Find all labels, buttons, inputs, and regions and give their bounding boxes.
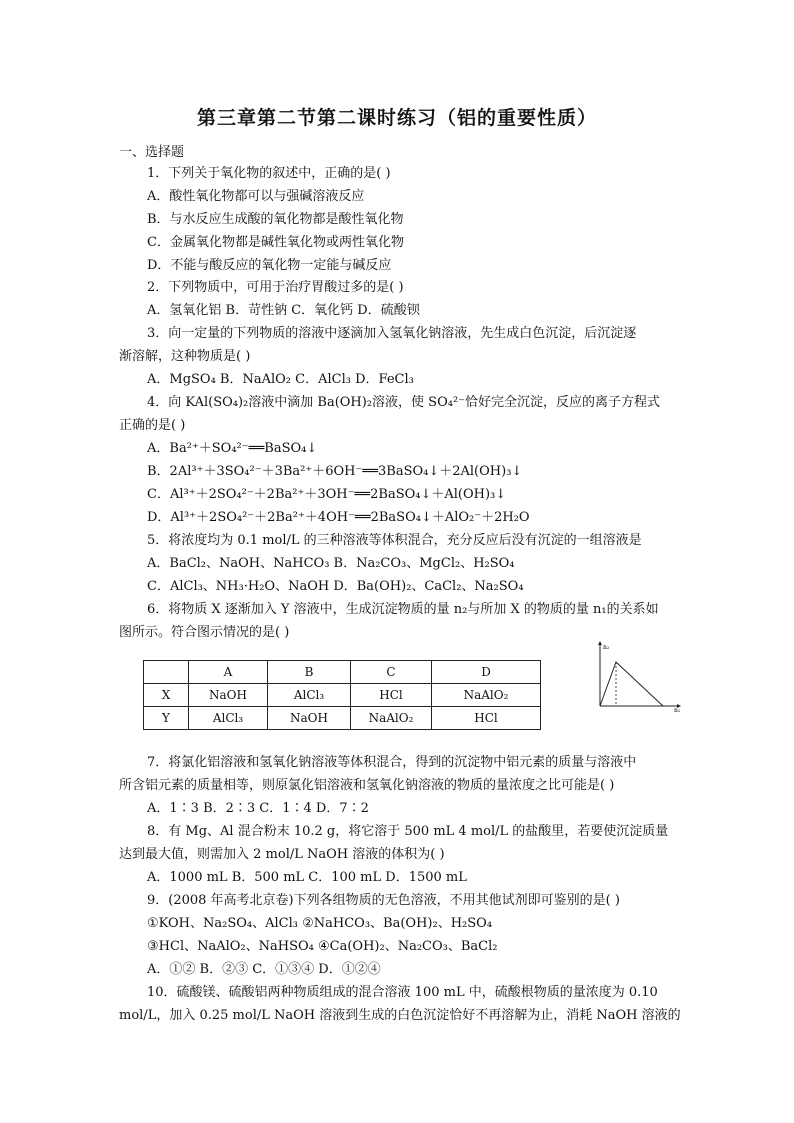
question-6-stem-line1: 6．将物质 X 逐渐加入 Y 溶液中，生成沉淀物质的量 n₂与所加 X 的物质的量 n₁的关系如 xyxy=(147,602,659,617)
table-row xyxy=(144,684,541,707)
question-9-group-line1: ①KOH、Na₂SO₄、AlCl₃ ②NaHCO₃、Ba(OH)₂、H₂SO₄ xyxy=(147,916,493,931)
question-10-stem-line2: mol/L，加入 0.25 mol/L NaOH 溶液到生成的白色沉淀恰好不再溶解为止，消耗 NaOH 溶液的 xyxy=(119,1008,681,1023)
question-4-stem-line2: 正确的是( ) xyxy=(119,418,186,433)
section-heading: 一、选择题 xyxy=(119,145,185,160)
question-8-stem-line2: 达到最大值，则需加入 2 mol/L NaOH 溶液的体积为( ) xyxy=(119,847,445,862)
table-cell: AlCl₃ xyxy=(268,684,351,707)
question-4-option-c: C．Al³⁺＋2SO₄²⁻＋2Ba²⁺＋3OH⁻══2BaSO₄↓＋Al(OH)₃↓ xyxy=(147,487,507,502)
question-3-stem-line2: 渐溶解，这种物质是( ) xyxy=(119,349,251,364)
table-cell: AlCl₃ xyxy=(189,707,268,730)
table-cell: X xyxy=(144,684,189,707)
question-6-option-table xyxy=(143,660,541,730)
question-4-option-a: A．Ba²⁺＋SO₄²⁻══BaSO₄↓ xyxy=(147,441,318,456)
page-title: 第三章第二节第二课时练习（铝的重要性质） xyxy=(196,107,597,129)
question-9-stem: 9．(2008 年高考北京卷)下列各组物质的无色溶液，不用其他试剂即可鉴别的是( ) xyxy=(147,893,620,908)
question-7-stem-line2: 所含铝元素的质量相等，则原氯化铝溶液和氢氧化钠溶液的物质的量浓度之比可能是( ) xyxy=(119,778,615,793)
table-cell xyxy=(144,661,189,684)
question-2-stem: 2．下列物质中，可用于治疗胃酸过多的是( ) xyxy=(147,280,404,295)
question-7-options: A．1∶3 B．2∶3 C．1∶4 D．7∶2 xyxy=(147,801,369,816)
question-1-option-d: D．不能与酸反应的氧化物一定能与碱反应 xyxy=(147,258,392,273)
question-10-stem-line1: 10．硫酸镁、硫酸铝两种物质组成的混合溶液 100 mL 中，硫酸根物质的量浓度为 0.10 xyxy=(147,985,658,1000)
question-7-stem-line1: 7．将氯化铝溶液和氢氧化钠溶液等体积混合，得到的沉淀物中铝元素的质量与溶液中 xyxy=(147,755,637,770)
question-2-options: A．氢氧化铝 B．苛性钠 C．氧化钙 D．硫酸钡 xyxy=(147,303,420,318)
graph-y-arrow xyxy=(598,641,602,645)
table-row xyxy=(144,707,541,730)
question-5-stem: 5．将浓度均为 0.1 mol/L 的三种溶液等体积混合，充分反应后没有沉淀的一组溶液是 xyxy=(147,533,642,548)
graph-y-label: n₂ xyxy=(603,644,610,651)
question-1-stem: 1．下列关于氧化物的叙述中，正确的是( ) xyxy=(147,166,391,181)
graph-x-label: n₁ xyxy=(674,707,681,712)
question-3-stem-line1: 3．向一定量的下列物质的溶液中逐滴加入氢氧化钠溶液，先生成白色沉淀，后沉淀逐 xyxy=(147,326,637,341)
question-4-stem-line1: 4．向 KAl(SO₄)₂溶液中滴加 Ba(OH)₂溶液，使 SO₄²⁻恰好完全沉淀，反应的离子方程式 xyxy=(147,395,661,410)
question-3-options: A．MgSO₄ B．NaAlO₂ C．AlCl₃ D．FeCl₃ xyxy=(147,372,414,387)
table-cell: Y xyxy=(144,707,189,730)
table-cell: A xyxy=(189,661,268,684)
question-1-option-c: C．金属氧化物都是碱性氧化物或两性氧化物 xyxy=(147,235,404,250)
table-cell: NaAlO₂ xyxy=(432,684,541,707)
question-9-options: A．①② B．②③ C．①③④ D．①②④ xyxy=(147,962,381,977)
table-cell: D xyxy=(432,661,541,684)
question-8-stem-line1: 8．有 Mg、Al 混合粉末 10.2 g，将它溶于 500 mL 4 mol/L 的盐酸里，若要使沉淀质量 xyxy=(147,824,669,839)
question-1-option-b: B．与水反应生成酸的氧化物都是酸性氧化物 xyxy=(147,212,404,227)
question-9-group-line2: ③HCl、NaAlO₂、NaHSO₄ ④Ca(OH)₂、Na₂CO₃、BaCl₂ xyxy=(147,939,498,954)
table-cell: B xyxy=(268,661,351,684)
table-cell: NaOH xyxy=(189,684,268,707)
question-5-options-cd: C．AlCl₃、NH₃·H₂O、NaOH D．Ba(OH)₂、CaCl₂、Na₂SO₄ xyxy=(147,579,524,594)
question-4-option-d: D．Al³⁺＋2SO₄²⁻＋2Ba²⁺＋4OH⁻══2BaSO₄↓＋AlO₂⁻＋2H₂O xyxy=(147,510,530,525)
question-1-option-a: A．酸性氧化物都可以与强碱溶液反应 xyxy=(147,189,365,204)
table-cell: HCl xyxy=(351,684,432,707)
graph-curve xyxy=(600,662,663,706)
question-4-option-b: B．2Al³⁺＋3SO₄²⁻＋3Ba²⁺＋6OH⁻══3BaSO₄↓＋2Al(OH)₃↓ xyxy=(147,464,523,479)
table-cell: NaOH xyxy=(268,707,351,730)
table-cell: HCl xyxy=(432,707,541,730)
question-6-stem-line2: 图所示。符合图示情况的是( ) xyxy=(119,625,290,640)
question-6-graph xyxy=(594,640,684,712)
question-8-options: A．1000 mL B．500 mL C．100 mL D．1500 mL xyxy=(147,870,467,885)
table-header-row xyxy=(144,661,541,684)
table-cell: C xyxy=(351,661,432,684)
table-cell: NaAlO₂ xyxy=(351,707,432,730)
question-5-options-ab: A．BaCl₂、NaOH、NaHCO₃ B．Na₂CO₃、MgCl₂、H₂SO₄ xyxy=(147,556,515,571)
